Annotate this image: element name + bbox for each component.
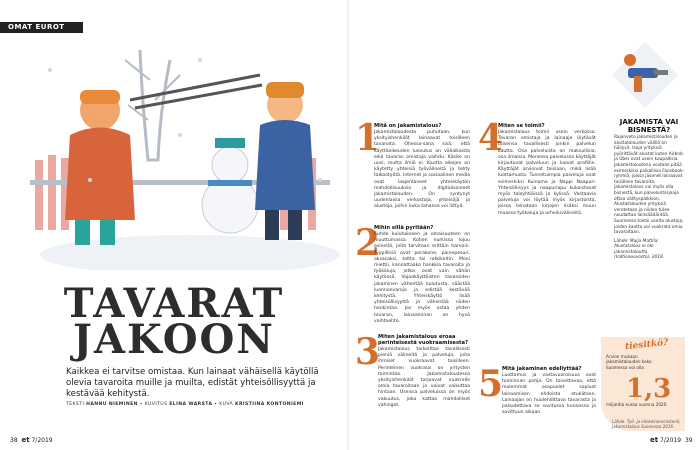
fact-box-number: 1,3 bbox=[626, 374, 672, 404]
sidebar-body: Rajanveto jakamistalouden ja alustatalouden välillä on häilyvä. Isoja yrityksiä pyörittävät alustat kuten Airbnb ja Uber ovat usein kaupallisia. Jakamistaloutena voidaan pitää esimerkiksi paikallisia Facebook-ryhmiä, joissa jäsenet lainaavat toisilleen tavaroita. Jakamistalous voi myös olla bisnestä, kun palveluntarjoaja ottaa välityspalkkion. Alustatalouden yrityksiä verotetaan ja niiden tulee noudattaa lainsäädäntöä. Suomessa toimii useita alustoja, joiden kautta voi vuokrata omia tavaroitaan. bbox=[614, 135, 684, 236]
fact-box-description: Arvion mukaan jakamistalouden koko Suomessa voi olla bbox=[606, 354, 652, 370]
section-4-title: Miten se toimii? bbox=[498, 123, 545, 129]
section-1-body: Jakamistaloudesta puhutaan, kun yksityishenkilöt lainaavat toisilleen tavaroita. Ohessa-sana sisä, että käyttöoikeuden luovutus on väliaikaista eikä tavaran omistaja vaihdu. Käsite on uusi, mutta ilmiö ei. Kautta aikojen on käytetty yhteisiä työvälineitä ja tehty talkootyötä. Internet ja sosiaalinen media ovat laajentaneet yhteiskäytön mahdollisuuksia ja digitalisoineet jakamistalouden. On syntynyt uudenlaisia verkostoja, yhteisöjä ja alustoja, joihin kuka tahansa voi liittyä. bbox=[374, 130, 470, 210]
section-2-body: Suhde kulutukseen ja omaisuuteen on muuttumassa. Kotien nurkissa lojuu esineitä, joita tarvitaan erittäin harvoin. Tyypillisiä ovat porakone, painepesuri, oksasaksi, teltta tai retkikeitin. Moni miettii, kannattaako hankkia tavaroita ja työkaluja, jotka ovat vain vähän käytössä. Vajaakäyttöisten tavaroiden jakaminen vähentää kulutusta, säästää luonnonvaroja ja edistää kestävää kehitystä. Yhteiskäyttö lisää yhteisöllisyyttä ja vähentää niiden hankintaa. Jos myös ostaa yhden tavaran, lainaaminen on hyvä vaihtoehto. bbox=[374, 232, 470, 324]
section-1-title: Mitä on jakamistalous? bbox=[374, 123, 442, 129]
section-2 bbox=[374, 225, 470, 327]
section-3-body: Jakamistalous tarkoittaa tavallisesti pieniä välineitä ja palveluja, joita ihmiset vuokraavat toisilleen. Perinteinen vuokraus on yritysten toimintaa. Jakamistaloudessa yksityishenkilöt tarjoavat vuokralle omia tavaroitaan ja voivat vaikuttaa hintaan. Useissa palveluissa on myös vakuutus, joka kattaa mahdolliset vahingot. bbox=[378, 347, 470, 408]
gutter bbox=[347, 0, 349, 450]
section-5-body: Luottamus ja vastavuoroisuus ovat toiminnan pohja. On toivottavaa, että molemmat osapuolet sopivat lainaamisen ehdoista etukäteen. Lainaajan on huolehdittava tavarasta ja palautettava se sovitussa kunnossa ja sovittuun aikaan. bbox=[502, 373, 596, 416]
section-5-title: Mitä jakaminen edellyttää? bbox=[502, 366, 582, 372]
section-3 bbox=[378, 334, 470, 411]
section-1 bbox=[374, 123, 470, 213]
section-number-4: 4 bbox=[478, 117, 504, 159]
drill-illustration bbox=[610, 40, 680, 110]
lede: Kaikkea ei tarvitse omistaa. Kun lainaat vähäisellä käytöllä olevia tavaroita muille ja muilta, edistät yhteisöllisyyttä ja kestävää kehitystä. bbox=[66, 367, 319, 399]
section-5 bbox=[502, 366, 596, 418]
folio-left: 38 et 7/2019 bbox=[10, 436, 53, 444]
sidebar-title: JAKAMISTA VAI BISNESTÄ? bbox=[619, 118, 679, 134]
sidebar-source: Lähde: Maija Mattila: Alustatalous ei ole jakamistaloutta (Valtioneuvosto), 2018. bbox=[614, 238, 665, 261]
winter-illustration bbox=[30, 40, 345, 270]
fact-box-source: Lähde: Työ- ja elinkeinoministeriö, Jakamistalous Suomessa 2016. bbox=[612, 419, 681, 429]
section-4-body: Jakamistalous toimii usein verkossa. Tavaran omistaja ja lainaaja löytävät toisensa tavallisesti jonkin palvelun kautta. Osa palveluista on maksullisia, osa ilmaisia. Monessa palvelussa käyttäjät kirjautuvat palveluun ja luovat profiilin. Käyttäjät arvioivat toisiaan, mikä lisää luottamusta. Tunnetuimpia palveluja ovat esimerkiksi Kuinoma ja Nappi Naapuri. Yhteisöllisyys ja naapuriapu kukoistavat myös taloyhtiöissä ja kylissä. Vastaavia palveluja voi löytää myös kirjastoista, joissa lainataan kirjojen lisäksi muun muassa työkaluja ja urheiluvälineitä. bbox=[498, 130, 596, 216]
credits: TEKSTI HANNU NIEMINEN • KUVITUS ELINA WARSTA • KUVA KRISTIINA KONTONIEMI bbox=[66, 402, 304, 407]
section-label: OMAT EUROT bbox=[0, 22, 83, 33]
section-number-3: 3 bbox=[355, 331, 381, 373]
section-number-5: 5 bbox=[478, 363, 504, 405]
section-4 bbox=[498, 123, 596, 219]
fact-box-subtext: miljardia euroa vuonna 2020. bbox=[606, 402, 668, 407]
headline-line-2: JAKOON bbox=[73, 316, 275, 363]
fact-box-title: tiesitkö? bbox=[624, 337, 669, 353]
section-number-1: 1 bbox=[355, 117, 381, 159]
folio-right: et 7/2019 39 bbox=[650, 436, 693, 444]
section-2-title: Mihin sillä pyritään? bbox=[374, 225, 434, 231]
headline-line-1: TAVARAT bbox=[63, 280, 285, 327]
section-3-title: Miten jakamistalous eroaa perinteisestä vuokraamisesta? bbox=[378, 334, 469, 346]
section-number-2: 2 bbox=[355, 222, 381, 264]
sidebar bbox=[614, 118, 684, 261]
